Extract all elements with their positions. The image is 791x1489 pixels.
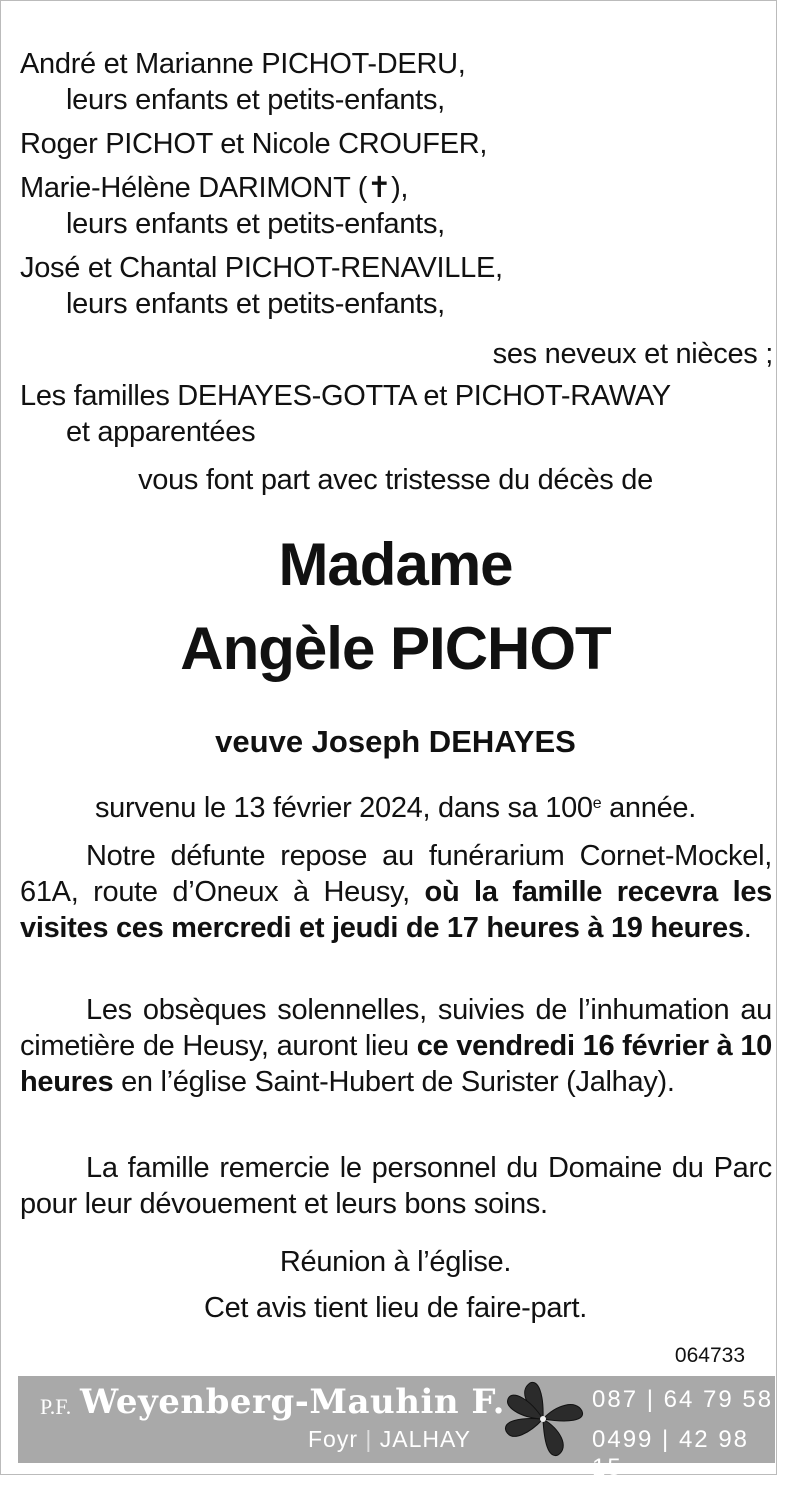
- family-line: et apparentées: [66, 416, 256, 448]
- family-line: leurs enfants et petits-enfants,: [66, 84, 445, 116]
- paragraph-funeral: Les obsèques solennelles, suivies de l’inhumation au cimetière de Heusy, auront lieu ce vendredi 16 février à 10 heures en l’église Saint-Hubert de Surister (Jalhay).: [20, 994, 772, 1098]
- widow-line: veuve Joseph DEHAYES: [215, 724, 576, 759]
- paragraph-visitation: Notre défunte repose au funérarium Cornet-Mockel, 61A, route d’Oneux à Heusy, où la famille recevra les visites ces mercredi et jeudi de 17 heures à 19 heures.: [20, 840, 773, 944]
- faire-part-line: Cet avis tient lieu de faire-part.: [203, 1292, 588, 1324]
- phone-landline: 087 | 64 79 58: [592, 1386, 774, 1413]
- family-line: Roger PICHOT et Nicole CROUFER,: [20, 128, 488, 160]
- family-line: Marie-Hélène DARIMONT (✝),: [20, 172, 409, 204]
- funeral-home-banner: [18, 1376, 775, 1481]
- funeral-home-location: Foyr | JALHAY: [308, 1426, 471, 1452]
- deceased-name: Angèle PICHOT: [180, 615, 611, 682]
- reunion-line: Réunion à l’église.: [279, 1246, 512, 1278]
- death-date-line: survenu le 13 février 2024, dans sa 100e année.: [94, 792, 697, 824]
- phone-mobile: 0499 | 42 98 15: [592, 1426, 750, 1481]
- paragraph-thanks: La famille remercie le personnel du Domaine du Parc pour leur dévouement et leurs bons soins.: [20, 1152, 772, 1220]
- family-line: leurs enfants et petits-enfants,: [66, 288, 445, 320]
- family-line: André et Marianne PICHOT-DERU,: [20, 48, 466, 80]
- family-line: leurs enfants et petits-enfants,: [66, 208, 445, 240]
- deceased-title: Madame: [278, 531, 513, 598]
- flower-icon: [498, 1379, 588, 1461]
- funeral-home-name: Weyenberg-Mauhin F.: [80, 1382, 505, 1422]
- family-line: Les familles DEHAYES-GOTTA et PICHOT-RAWAY: [20, 380, 671, 412]
- family-line: José et Chantal PICHOT-RENAVILLE,: [20, 252, 503, 284]
- announcement-line: vous font part avec tristesse du décès de: [138, 464, 653, 496]
- funeral-home-prefix: P.F.: [40, 1394, 72, 1419]
- family-line: ses neveux et nièces ;: [492, 338, 773, 370]
- reference-number: 064733: [674, 1344, 745, 1367]
